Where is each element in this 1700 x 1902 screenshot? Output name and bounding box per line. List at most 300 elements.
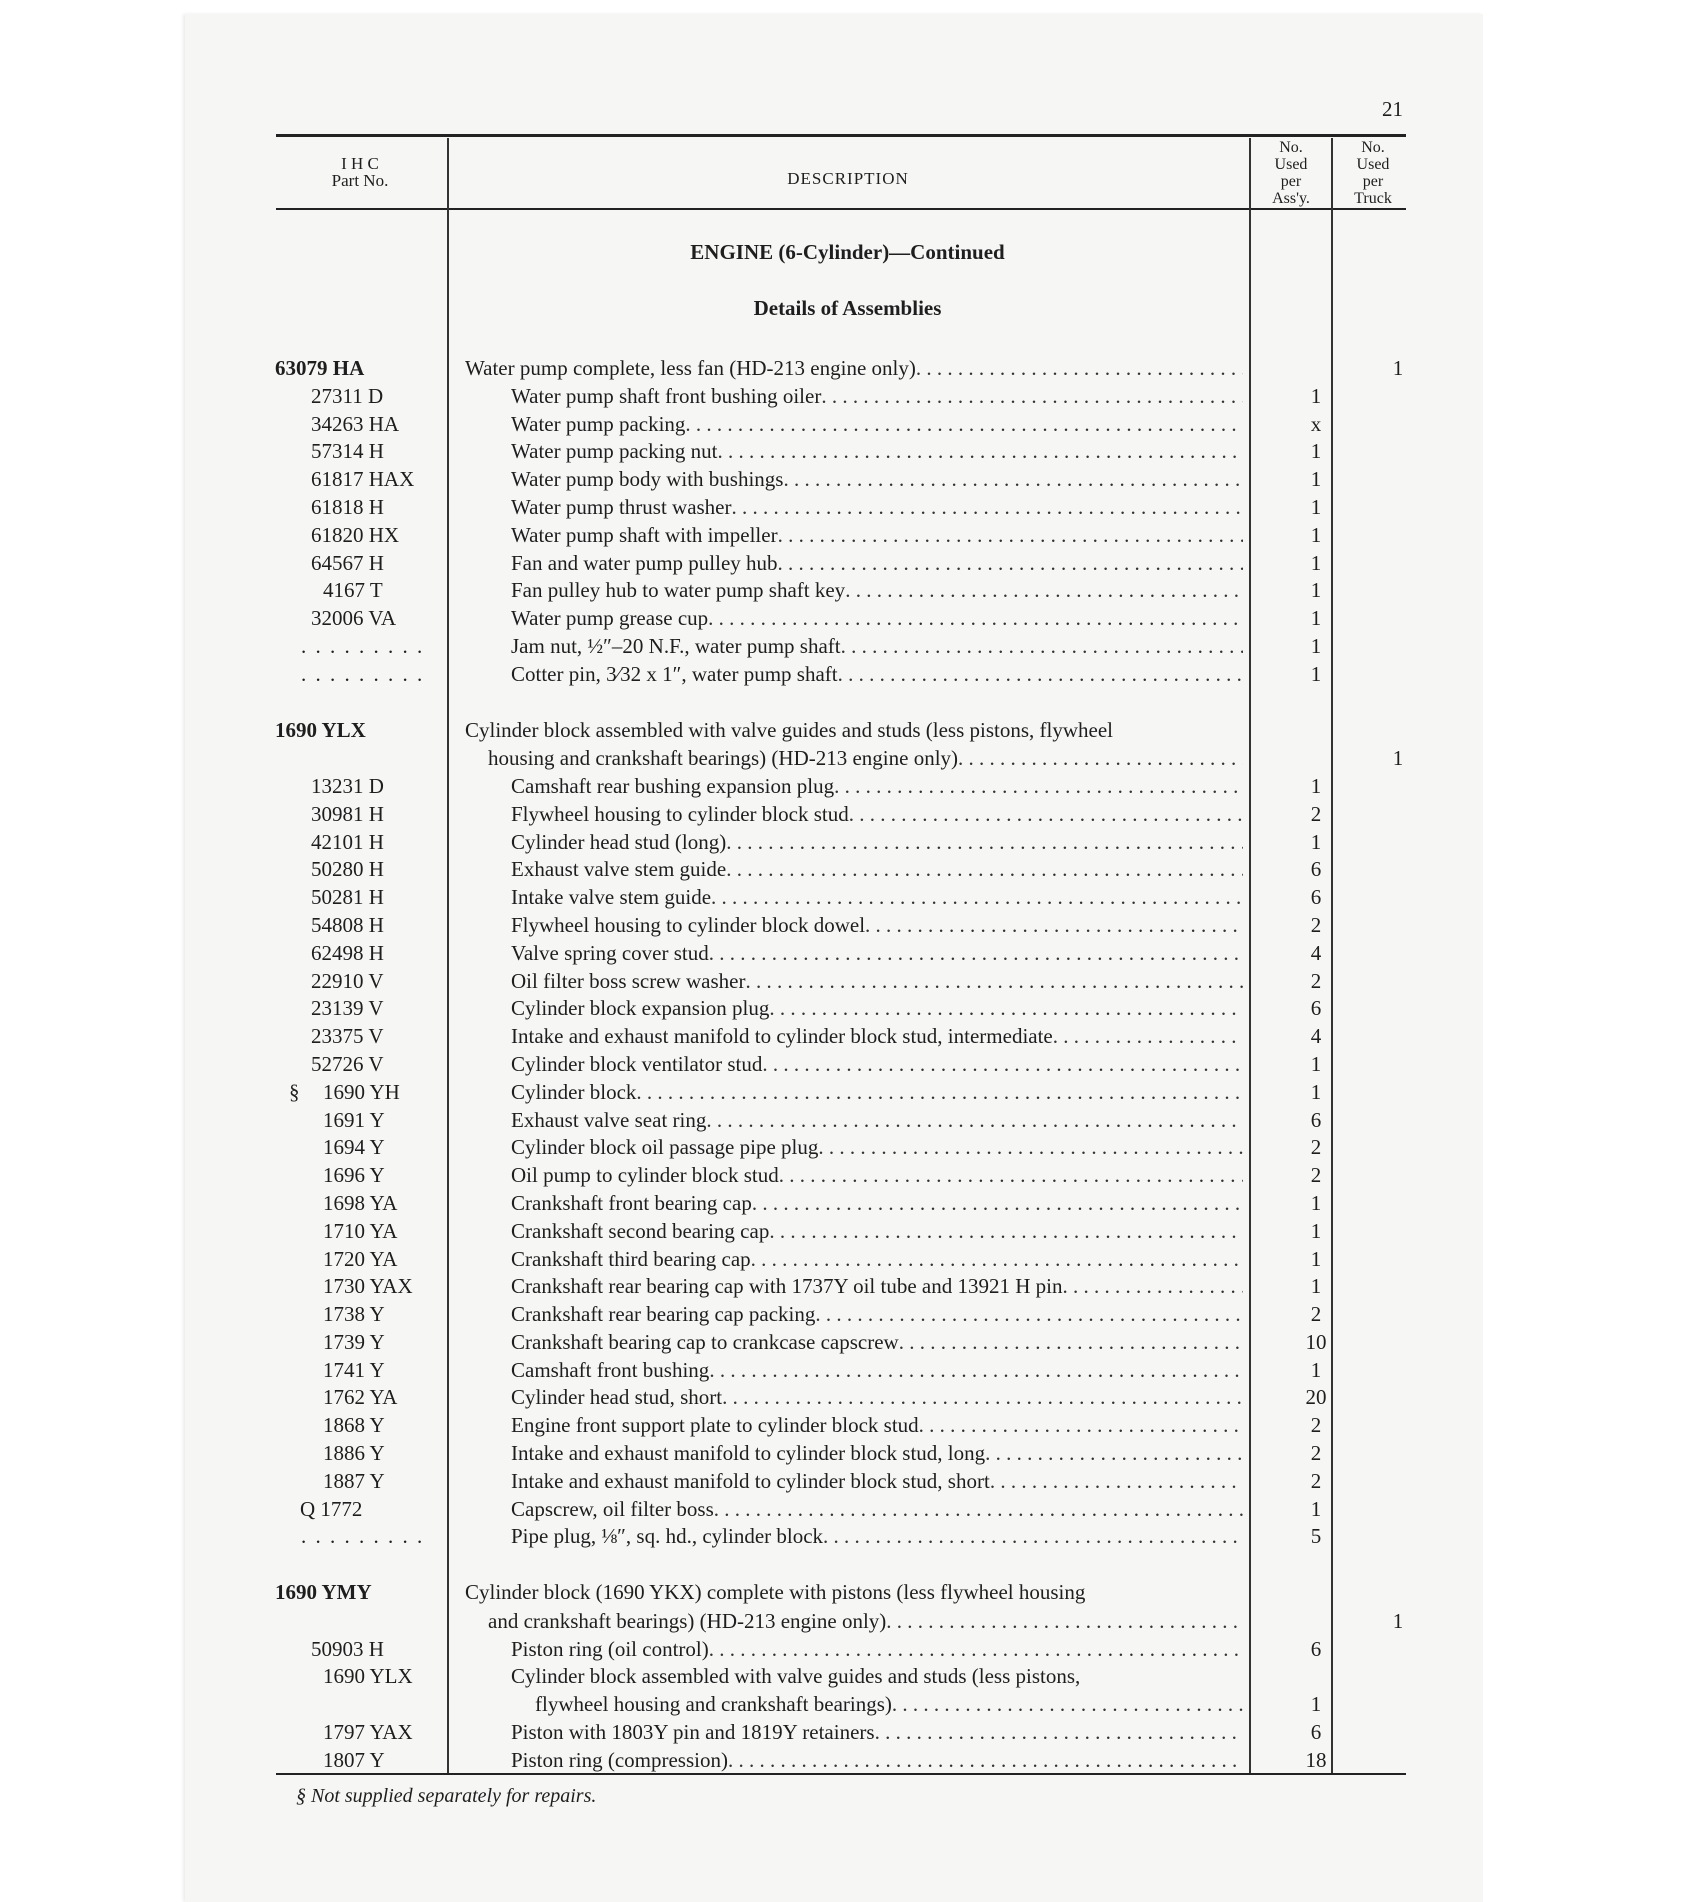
qty-per-assembly: 2	[1310, 1441, 1322, 1466]
dot-leader	[726, 856, 1243, 884]
table-row	[275, 1246, 1405, 1274]
part-number: 63079 HA	[275, 356, 365, 380]
part-number: 1887 Y	[323, 1468, 385, 1493]
description-text: Fan and water pump pulley hub	[511, 550, 778, 575]
qty-per-assembly: 1	[1310, 522, 1322, 547]
header-per-assy-line1: No.	[1279, 139, 1303, 156]
part-description	[511, 577, 1243, 605]
page-number: 21	[1382, 97, 1403, 121]
description-text: Piston with 1803Y pin and 1819Y retainers	[511, 1720, 875, 1745]
qty-per-assembly: 1	[1310, 661, 1322, 686]
description-text: and crankshaft bearings) (HD-213 engine only)	[488, 1608, 887, 1633]
description-text: Crankshaft second bearing cap	[511, 1218, 770, 1243]
table-row	[275, 1051, 1405, 1079]
part-description	[511, 1496, 1243, 1524]
part-description	[511, 1636, 1243, 1664]
part-description	[465, 717, 1243, 745]
description-text: Exhaust valve seat ring	[511, 1107, 707, 1132]
part-description	[511, 773, 1243, 801]
part-description	[511, 1329, 1243, 1357]
part-number: 1691 Y	[323, 1107, 385, 1132]
dot-leader	[636, 1079, 1243, 1107]
qty-per-assembly: 1	[1310, 383, 1322, 408]
dot-leader	[779, 1162, 1243, 1190]
table-row	[275, 1412, 1405, 1440]
header-per-truck	[1333, 139, 1413, 207]
part-number: 22910 V	[311, 968, 384, 993]
table-row	[275, 1023, 1405, 1051]
part-description	[511, 661, 1243, 689]
table-row	[275, 1496, 1405, 1524]
part-number: 61817 HAX	[311, 467, 415, 492]
table-row	[275, 1190, 1405, 1218]
part-description	[511, 411, 1243, 439]
description-text: Water pump shaft front bushing oiler	[511, 383, 822, 408]
table-row	[275, 884, 1405, 912]
part-number: 50280 H	[311, 857, 384, 882]
part-number: 1698 YA	[323, 1190, 398, 1215]
dot-leader	[752, 1190, 1243, 1218]
table-row	[275, 940, 1405, 968]
part-number: 1868 Y	[323, 1413, 385, 1438]
dot-leader	[892, 1691, 1243, 1719]
dot-leader	[709, 1357, 1243, 1385]
qty-per-assembly: 2	[1310, 1413, 1322, 1438]
header-description: DESCRIPTION	[787, 169, 909, 188]
table-row	[275, 1079, 1405, 1107]
description-text: Intake and exhaust manifold to cylinder block stud, short	[511, 1468, 990, 1493]
dot-leader	[1085, 1579, 1243, 1607]
part-number: 30981 H	[311, 801, 384, 826]
dot-leader	[714, 1496, 1243, 1524]
qty-per-assembly: 1	[1310, 1218, 1322, 1243]
part-description	[511, 494, 1243, 522]
description-text: Cotter pin, 3⁄32 x 1″, water pump shaft	[511, 661, 838, 686]
description-text: Camshaft front bushing	[511, 1357, 710, 1382]
part-description	[511, 1663, 1243, 1691]
header-per-truck-line1: No.	[1361, 139, 1385, 156]
dot-leader	[1053, 1023, 1243, 1051]
part-description	[511, 1218, 1243, 1246]
table-row	[275, 494, 1405, 522]
table-row	[275, 1357, 1405, 1385]
part-description	[511, 1079, 1243, 1107]
part-number: 57314 H	[311, 439, 384, 464]
description-text: Oil pump to cylinder block stud	[511, 1163, 779, 1188]
table-row	[275, 912, 1405, 940]
part-description	[465, 355, 1243, 383]
part-description	[511, 1190, 1243, 1218]
part-description	[511, 912, 1243, 940]
part-number: 34263 HA	[311, 411, 400, 436]
part-description	[511, 1023, 1243, 1051]
table-row	[275, 605, 1405, 633]
part-number: 1690 YMY	[275, 1580, 372, 1605]
description-text: Piston ring (oil control)	[511, 1636, 709, 1661]
qty-per-assembly: 1	[1310, 633, 1322, 658]
description-text: Cylinder block ventilator stud	[511, 1051, 763, 1076]
dot-leader	[709, 940, 1243, 968]
qty-per-assembly: 6	[1310, 857, 1322, 882]
dot-leader	[769, 995, 1243, 1023]
table-row	[275, 1579, 1405, 1608]
qty-per-assembly: 6	[1310, 885, 1322, 910]
description-text: Capscrew, oil filter boss	[511, 1496, 714, 1521]
header-part-no-line1: I H C	[341, 154, 379, 173]
qty-per-assembly: 18	[1305, 1747, 1327, 1772]
description-text: Jam nut, ½″–20 N.F., water pump shaft	[511, 633, 841, 658]
table-row	[275, 1523, 1405, 1551]
qty-per-assembly: 1	[1310, 1692, 1322, 1717]
description-text: Cylinder head stud (long)	[511, 829, 727, 854]
description-text: Crankshaft rear bearing cap with 1737Y oil tube and 13921 H pin	[511, 1274, 1063, 1299]
part-description	[511, 1523, 1243, 1551]
description-text: Cylinder block	[511, 1079, 637, 1104]
description-text: Crankshaft rear bearing cap packing	[511, 1302, 816, 1327]
description-text: Oil filter boss screw washer	[511, 968, 746, 993]
qty-per-assembly: 4	[1310, 1024, 1322, 1049]
dot-leader	[728, 1747, 1243, 1775]
qty-per-assembly: 1	[1310, 1079, 1322, 1104]
qty-per-assembly: 6	[1310, 996, 1322, 1021]
header-per-assy-line3: per	[1280, 173, 1302, 190]
section-title: ENGINE (6-Cylinder)—Continued	[690, 240, 1005, 264]
dot-leader	[751, 1246, 1243, 1274]
dot-leader	[726, 829, 1243, 857]
qty-per-truck: 1	[1392, 356, 1404, 380]
dot-leader	[821, 383, 1243, 411]
parts-table-body	[275, 355, 1405, 1775]
description-text: Cylinder block assembled with valve guides and studs (less pistons,	[511, 1664, 1081, 1689]
part-description	[465, 1579, 1243, 1607]
table-row	[275, 1747, 1405, 1775]
dot-leader	[919, 1412, 1243, 1440]
part-number: . . . . . . . . .	[301, 1524, 425, 1549]
part-description-continued	[488, 1608, 1243, 1636]
table-row	[275, 1636, 1405, 1664]
section-subtitle: Details of Assemblies	[753, 296, 942, 320]
part-number: 1694 Y	[323, 1135, 385, 1160]
qty-per-assembly: 5	[1310, 1524, 1322, 1549]
part-number: . . . . . . . . .	[301, 661, 425, 686]
dot-leader	[834, 773, 1243, 801]
table-row-continuation	[275, 1608, 1405, 1636]
dot-leader	[875, 1719, 1243, 1747]
dot-leader	[685, 411, 1243, 439]
part-number: 1710 YA	[323, 1218, 398, 1243]
table-row	[275, 1107, 1405, 1135]
qty-per-truck: 1	[1392, 746, 1404, 771]
part-description-continued	[488, 745, 1243, 773]
table-row	[275, 773, 1405, 801]
qty-per-truck: 1	[1392, 1608, 1404, 1633]
section-mark: §	[289, 1079, 300, 1104]
dot-leader	[815, 1301, 1243, 1329]
part-description	[511, 884, 1243, 912]
part-description	[511, 438, 1243, 466]
part-number: 1886 Y	[323, 1441, 385, 1466]
dot-leader	[722, 1384, 1243, 1412]
part-number: 1690 YLX	[323, 1664, 413, 1689]
part-number: 32006 VA	[311, 606, 396, 631]
dot-leader	[1113, 717, 1243, 745]
qty-per-assembly: 2	[1310, 801, 1322, 826]
dot-leader	[718, 438, 1243, 466]
qty-per-assembly: 4	[1310, 940, 1322, 965]
description-text: Valve spring cover stud	[511, 940, 709, 965]
table-row	[275, 856, 1405, 884]
part-description	[511, 522, 1243, 550]
part-description	[511, 1440, 1243, 1468]
dot-leader	[711, 884, 1243, 912]
table-row	[275, 1162, 1405, 1190]
description-text: Water pump complete, less fan (HD-213 engine only)	[465, 356, 916, 380]
dot-leader	[916, 355, 1243, 383]
part-number: 1807 Y	[323, 1747, 385, 1772]
dot-leader	[778, 550, 1243, 578]
dot-leader	[985, 1440, 1243, 1468]
dot-leader	[845, 577, 1243, 605]
part-description	[511, 605, 1243, 633]
table-row	[275, 1218, 1405, 1246]
part-number: 1739 Y	[323, 1329, 385, 1354]
part-number: 64567 H	[311, 550, 384, 575]
qty-per-assembly: 1	[1310, 578, 1322, 603]
table-row	[275, 1384, 1405, 1412]
dot-leader	[990, 1468, 1243, 1496]
part-description	[511, 1301, 1243, 1329]
description-text: Exhaust valve stem guide	[511, 857, 727, 882]
qty-per-assembly: 1	[1310, 550, 1322, 575]
part-description	[511, 1134, 1243, 1162]
description-text: Camshaft rear bushing expansion plug	[511, 773, 835, 798]
part-description	[511, 1384, 1243, 1412]
description-text: Flywheel housing to cylinder block stud	[511, 801, 849, 826]
part-description	[511, 995, 1243, 1023]
table-row	[275, 829, 1405, 857]
dot-leader	[886, 1608, 1243, 1636]
table-row	[275, 1329, 1405, 1357]
header-per-truck-line3: per	[1362, 173, 1384, 190]
table-row	[275, 1719, 1405, 1747]
description-text: Fan pulley hub to water pump shaft key	[511, 578, 846, 603]
description-text: Cylinder block (1690 YKX) complete with pistons (less flywheel housing	[465, 1580, 1086, 1605]
part-description	[511, 940, 1243, 968]
description-text: Crankshaft third bearing cap	[511, 1246, 751, 1271]
dot-leader	[865, 912, 1243, 940]
part-number: 1738 Y	[323, 1302, 385, 1327]
dot-leader	[1063, 1273, 1244, 1301]
part-number: 1720 YA	[323, 1246, 398, 1271]
table-row	[275, 968, 1405, 996]
header-per-truck-line2: Used	[1356, 156, 1390, 173]
dot-leader	[708, 605, 1243, 633]
part-number: Q 1772	[300, 1496, 363, 1521]
part-description	[511, 1747, 1243, 1775]
description-text: Flywheel housing to cylinder block dowel	[511, 912, 866, 937]
dot-leader	[1080, 1663, 1243, 1691]
part-description	[511, 1273, 1243, 1301]
part-description	[511, 1412, 1243, 1440]
part-description	[511, 466, 1243, 494]
qty-per-assembly: x	[1310, 411, 1322, 436]
part-number: 27311 D	[311, 383, 384, 408]
dot-leader	[706, 1107, 1243, 1135]
description-text: Cylinder block oil passage pipe plug	[511, 1135, 819, 1160]
part-number: 61818 H	[311, 494, 384, 519]
description-text: Cylinder head stud, short	[511, 1385, 723, 1410]
part-number: 52726 V	[311, 1051, 384, 1076]
qty-per-assembly: 2	[1310, 1163, 1322, 1188]
description-text: Intake and exhaust manifold to cylinder block stud, intermediate	[511, 1024, 1053, 1049]
table-row-continuation	[275, 745, 1405, 773]
table-row	[275, 661, 1405, 689]
table-row	[275, 355, 1405, 383]
dot-leader	[732, 494, 1244, 522]
dot-leader	[899, 1329, 1243, 1357]
qty-per-assembly: 1	[1310, 1274, 1322, 1299]
part-number: 61820 HX	[311, 522, 400, 547]
part-number: 42101 H	[311, 829, 384, 854]
part-number: 1690 YH	[323, 1079, 400, 1104]
part-description	[511, 550, 1243, 578]
part-number: 4167 T	[323, 578, 383, 603]
description-text: Pipe plug, ⅛″, sq. hd., cylinder block	[511, 1524, 824, 1549]
dot-leader	[818, 1134, 1243, 1162]
description-text: housing and crankshaft bearings) (HD-213 engine only)	[488, 746, 959, 771]
dot-leader	[709, 1636, 1243, 1664]
table-row	[275, 633, 1405, 661]
table-row	[275, 1273, 1405, 1301]
part-description	[511, 1162, 1243, 1190]
qty-per-assembly: 1	[1310, 467, 1322, 492]
table-row-continuation	[275, 1691, 1405, 1719]
part-description	[511, 1051, 1243, 1079]
dot-leader	[838, 661, 1243, 689]
qty-per-assembly: 1	[1310, 1051, 1322, 1076]
qty-per-assembly: 1	[1310, 494, 1322, 519]
part-number: . . . . . . . . .	[301, 633, 425, 658]
description-text: Water pump grease cup	[511, 606, 709, 631]
qty-per-assembly: 1	[1310, 1496, 1322, 1521]
qty-per-assembly: 6	[1310, 1720, 1322, 1745]
qty-per-assembly: 20	[1305, 1385, 1327, 1410]
part-description	[511, 633, 1243, 661]
description-text: Piston ring (compression)	[511, 1747, 728, 1772]
header-per-assy-line4: Ass'y.	[1272, 190, 1310, 207]
qty-per-assembly: 10	[1305, 1329, 1327, 1354]
part-description	[511, 856, 1243, 884]
description-text: Engine front support plate to cylinder block stud	[511, 1413, 919, 1438]
dot-leader	[769, 1218, 1243, 1246]
table-row	[275, 466, 1405, 494]
part-description	[511, 1246, 1243, 1274]
part-number: 13231 D	[311, 773, 384, 798]
description-text: Water pump shaft with impeller	[511, 522, 778, 547]
qty-per-assembly: 6	[1310, 1636, 1322, 1661]
table-row	[275, 411, 1405, 439]
part-description	[511, 1357, 1243, 1385]
part-number: 1762 YA	[323, 1385, 398, 1410]
qty-per-assembly: 1	[1310, 1357, 1322, 1382]
qty-per-assembly: 6	[1310, 1107, 1322, 1132]
description-text: Crankshaft bearing cap to crankcase capscrew	[511, 1329, 899, 1354]
part-number: 1696 Y	[323, 1163, 385, 1188]
description-text: Water pump thrust washer	[511, 494, 732, 519]
dot-leader	[778, 522, 1243, 550]
footnote: § Not supplied separately for repairs.	[296, 1785, 597, 1807]
table-row	[275, 522, 1405, 550]
part-number: 54808 H	[311, 912, 384, 937]
header-part-no-line2: Part No.	[331, 171, 389, 190]
qty-per-assembly: 1	[1310, 1190, 1322, 1215]
part-number: 1797 YAX	[323, 1720, 413, 1745]
part-number: 50281 H	[311, 885, 384, 910]
description-text: Cylinder block assembled with valve guides and studs (less pistons, flywheel	[465, 717, 1113, 742]
qty-per-assembly: 1	[1310, 773, 1322, 798]
description-text: Water pump packing nut	[511, 439, 718, 464]
table-row	[275, 1134, 1405, 1162]
qty-per-assembly: 2	[1310, 1302, 1322, 1327]
description-text: flywheel housing and crankshaft bearings)	[535, 1692, 892, 1717]
part-description	[511, 801, 1243, 829]
dot-leader	[745, 968, 1243, 996]
table-row	[275, 995, 1405, 1023]
header-part-no	[290, 155, 430, 189]
part-number: 23139 V	[311, 996, 384, 1021]
qty-per-assembly: 1	[1310, 606, 1322, 631]
dot-leader	[958, 745, 1243, 773]
part-description	[511, 968, 1243, 996]
header-bottom-rule	[276, 208, 1406, 210]
part-number: 1741 Y	[323, 1357, 385, 1382]
header-per-assy-line2: Used	[1274, 156, 1308, 173]
table-row	[275, 577, 1405, 605]
table-row	[275, 1301, 1405, 1329]
description-text: Cylinder block expansion plug	[511, 996, 770, 1021]
part-description	[511, 1719, 1243, 1747]
description-text: Water pump packing	[511, 411, 686, 436]
table-row	[275, 801, 1405, 829]
table-row	[275, 383, 1405, 411]
description-text: Water pump body with bushings	[511, 467, 784, 492]
part-number: 62498 H	[311, 940, 384, 965]
table-row	[275, 1663, 1405, 1691]
dot-leader	[783, 466, 1243, 494]
qty-per-assembly: 1	[1310, 1246, 1322, 1271]
table-row	[275, 550, 1405, 578]
description-text: Intake valve stem guide	[511, 885, 712, 910]
header-per-assy	[1251, 139, 1331, 207]
header-per-truck-line4: Truck	[1354, 190, 1392, 207]
table-row	[275, 1468, 1405, 1496]
table-row	[275, 1440, 1405, 1468]
dot-leader	[762, 1051, 1243, 1079]
qty-per-assembly: 2	[1310, 968, 1322, 993]
part-description-continued	[535, 1691, 1243, 1719]
qty-per-assembly: 2	[1310, 1135, 1322, 1160]
part-number: 1690 YLX	[275, 717, 366, 742]
dot-leader	[823, 1523, 1243, 1551]
table-row	[275, 438, 1405, 466]
part-description	[511, 1107, 1243, 1135]
description-text: Intake and exhaust manifold to cylinder block stud, long	[511, 1441, 986, 1466]
part-number: 1730 YAX	[323, 1274, 413, 1299]
qty-per-assembly: 2	[1310, 1468, 1322, 1493]
part-description	[511, 1468, 1243, 1496]
qty-per-assembly: 1	[1310, 439, 1322, 464]
dot-leader	[849, 801, 1243, 829]
